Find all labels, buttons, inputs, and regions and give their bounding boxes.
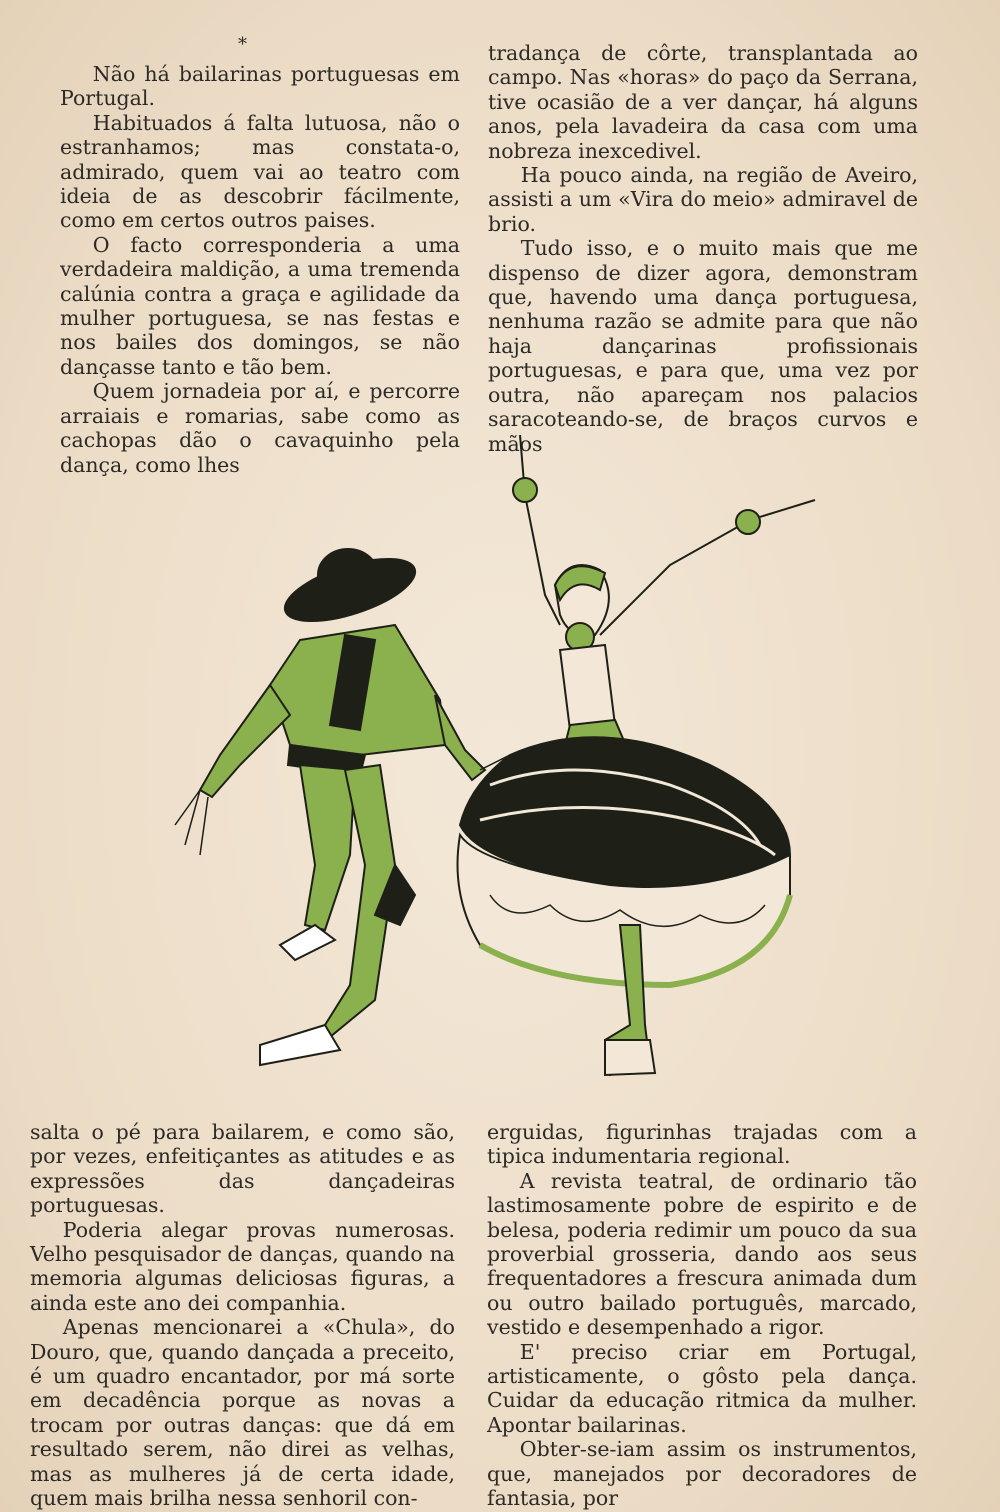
column-bottom-right (487, 1120, 917, 1511)
dancers-illustration (150, 425, 850, 1115)
paragraph: O facto corresponderia a uma verdadeira maldição, a uma tremenda calúnia contra a graça e agilidade da mulher portuguesa, se nas festas e nos bailes dos domingos, se não dançasse tanto e tão bem. (60, 232, 460, 379)
paragraph: Tudo isso, e o muito mais que me dispenso de dizer agora, demonstram que, havendo uma dança portuguesa, nenhuma razão se admite para que não haja dançarinas profissionais portuguesas, e para que, uma vez por outra, não apareçam nos palacios saracoteando-se, de braços curvos e mãos (488, 236, 918, 456)
paragraph: salta o pé para bailarem, e como são, por vezes, enfeitiçantes as atitudes e as expressões das dançadeiras portuguesas. (30, 1120, 455, 1218)
paragraph: erguidas, figurinhas trajadas com a tipica indumentaria regional. (487, 1120, 917, 1169)
column-bottom-left (30, 1120, 455, 1511)
paragraph: Apenas mencionarei a «Chula», do Douro, que, quando dançada a preceito, é um quadro encantador, por má sorte em decadência porque as novas a trocam por outras danças: que dá em resultado serem, não direi as velhas, mas as mulheres já de certa idade, quem mais brilha nessa senhoril con- (30, 1315, 455, 1511)
paragraph: Obter-se-iam assim os instrumentos, que, manejados por decoradores de fantasia, por (487, 1437, 917, 1511)
paragraph: A revista teatral, de ordinario tão lastimosamente pobre de espirito e de belesa, poderia redimir um pouco da sua proverbial grosseria, dando aos seus frequentadores a frescura animada dum ou outro bailado português, marcado, vestido e desempenhado a rigor. (487, 1168, 917, 1340)
female-dancer (458, 435, 816, 1075)
paragraph: Ha pouco ainda, na região de Aveiro, assisti a um «Vira do meio» admiravel de brio. (488, 163, 918, 236)
paragraph: E' preciso criar em Portugal, artisticamente, o gôsto pela dança. Cuidar da educação ritmica da mulher. Apontar bailarinas. (487, 1339, 917, 1437)
paragraph: Quem jornadeia por aí, e percorre arraiais e romarias, sabe como as cachopas dão o cavaquinho pela dança, como lhes (60, 379, 460, 477)
section-asterisk: * (238, 34, 247, 55)
paragraph: tradança de côrte, transplantada ao campo. Nas «horas» do paço da Serrana, tive ocasião de a ver dançar, há alguns anos, pela lavadeira da casa com uma nobreza inexcedivel. (488, 41, 918, 163)
column-top-right (488, 41, 918, 456)
paragraph: Habituados á falta lutuosa, não o estranhamos; mas constata-o, admirado, quem vai ao teatro com ideia de as descobrir fácilmente, como em certos outros paises. (60, 110, 460, 233)
paragraph: Poderia alegar provas numerosas. Velho pesquisador de danças, quando na memoria algumas deliciosas figuras, a ainda este ano dei companhia. (30, 1217, 455, 1315)
column-top-left (60, 62, 460, 477)
paragraph: Não há bailarinas portuguesas em Portugal. (60, 62, 460, 111)
